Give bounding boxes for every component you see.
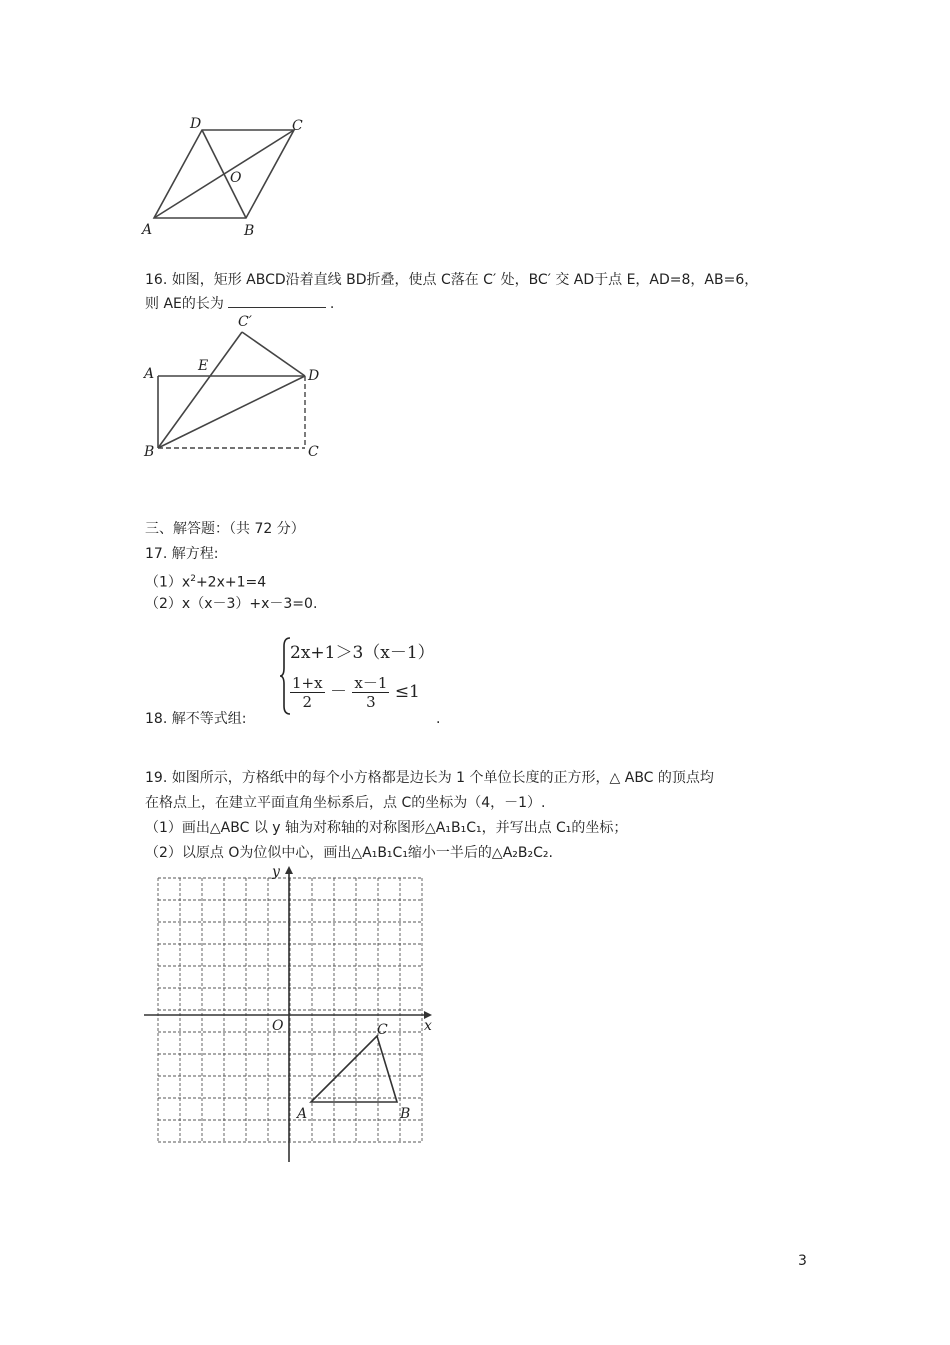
vertex-a-label: A [297,1106,308,1122]
label-c: C [308,444,319,460]
label-d: D [308,368,320,384]
rhombus-figure [138,112,318,242]
diagonal-bd [158,376,305,448]
section-heading: 三、解答题：（共 72 分） [145,521,305,537]
answer-blank [228,295,326,308]
origin-label: O [272,1018,284,1034]
label-a: A [142,222,153,238]
segment-c-prime-d [242,332,305,376]
q19-line2: 在格点上，在建立平面直角坐标系后，点 C的坐标为（4，－1）. [145,795,546,811]
q16-line1: 16. 如图，矩形 ABCD沿着直线 BD折叠，使点 C落在 C′ 处，BC′ 交 AD于点 E，AD=8，AB=6， [145,272,759,288]
triangle-abc [311,1036,397,1102]
frac1-num: 1+x [292,674,323,692]
ineq2-rhs: ≤1 [394,682,420,702]
label-o: O [230,170,242,186]
label-d: D [190,116,202,132]
q17-p1-sup: 2 [190,574,196,584]
q16-line2-prefix: 则 AE的长为 [145,296,224,312]
label-a: A [144,366,155,382]
q18-end: . [436,711,441,727]
q17-p1-prefix: （1）x [145,574,191,591]
fold-figure [138,310,338,460]
segment-bc-prime [158,332,242,448]
frac1 [290,674,325,711]
vertex-c-label: C [377,1022,388,1038]
label-e: E [198,358,209,374]
label-b: B [244,223,255,239]
q18-label: 18. 解不等式组: [145,711,247,727]
label-c-prime: C′ [238,314,252,330]
coordinate-grid [140,860,440,1170]
page-number: 3 [798,1253,807,1269]
q19-line3: （1）画出△ABC 以 y 轴为对称轴的对称图形△A₁B₁C₁，并写出点 C₁的坐标； [145,820,628,836]
ineq1: 2x+1＞3（x－1） [290,643,435,663]
frac2-den: 3 [366,693,376,711]
ineq2-minus: － [329,682,347,702]
inequality-system [280,636,440,716]
q17-part2: （2）x（x－3）+x－3=0. [145,596,318,612]
vertex-b-label: B [400,1106,411,1122]
q17-title: 17. 解方程: [145,546,219,562]
ineq2 [290,674,420,711]
frac2 [352,674,389,711]
y-axis-label: y [272,864,280,880]
y-axis-arrow-icon [285,866,293,874]
q17-part1 [145,570,266,592]
q19-line1: 19. 如图所示，方格纸中的每个小方格都是边长为 1 个单位长度的正方形，△ ABC 的顶点均 [145,770,714,786]
label-c: C [292,118,303,134]
q17-p1-suffix: +2x+1=4 [195,574,267,591]
q19-line4: （2）以原点 O为位似中心，画出△A₁B₁C₁缩小一半后的△A₂B₂C₂. [145,845,553,861]
x-axis-label: x [424,1018,432,1034]
frac2-num: x－1 [354,674,388,692]
label-b: B [144,444,155,460]
frac1-den: 2 [302,693,313,711]
q16-line2-suffix: . [329,296,335,312]
